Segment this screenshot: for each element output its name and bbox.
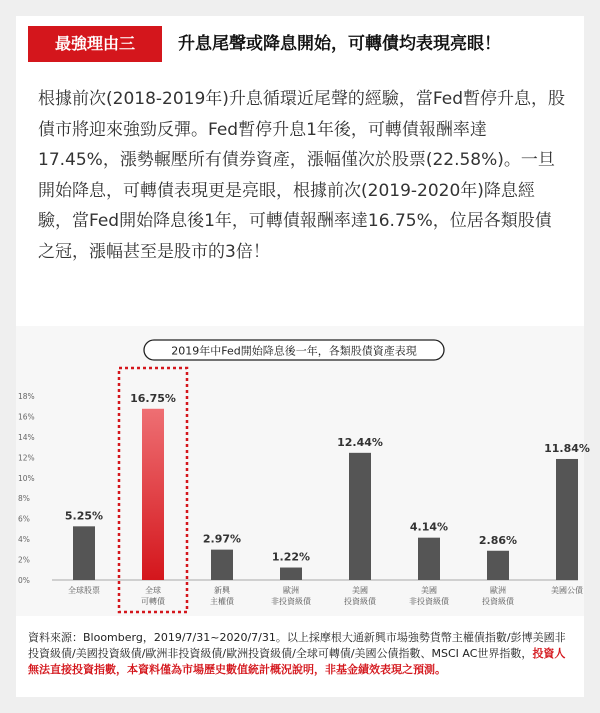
bar-chart: [16, 326, 590, 616]
x-tick-label: 美國: [352, 586, 368, 595]
data-label: 4.14%: [409, 520, 449, 534]
source-note: [28, 630, 573, 678]
bar: [211, 550, 233, 580]
y-tick-label: 0%: [18, 576, 30, 585]
source-warning: 投資人無法直接投資指數，本資料僅為市場歷史數值統計概況說明，非基金績效表現之預測。: [28, 647, 566, 676]
content-card: [16, 16, 590, 697]
x-tick-label: 投資級債: [344, 597, 376, 606]
data-label: 12.44%: [337, 435, 383, 449]
source-text: 資料來源：Bloomberg，2019/7/31~2020/7/31。以上採摩根大通新興市場強勢貨幣主權債指數/彭博美國非投資級債/美國投資級債/歐洲非投資級債/歐洲投資級債/全球可轉債/美國公債指數、MSCI AC世界指數，: [28, 631, 566, 660]
data-label: 2.97%: [202, 532, 242, 546]
y-tick-label: 16%: [18, 412, 35, 422]
data-label: 11.84%: [544, 441, 590, 455]
y-tick-label: 14%: [18, 432, 35, 442]
x-tick-label: 非投資級債: [409, 597, 449, 606]
y-tick-label: 2%: [18, 555, 30, 565]
x-tick-label: 歐洲: [283, 586, 299, 595]
bar: [487, 551, 509, 580]
bar: [418, 538, 440, 580]
bar: [280, 568, 302, 580]
data-label: 16.75%: [130, 391, 176, 405]
x-tick-label: 可轉債: [141, 597, 165, 606]
bar: [556, 459, 578, 580]
y-tick-label: 10%: [18, 473, 35, 483]
x-tick-label: 非投資級債: [271, 597, 311, 606]
y-tick-label: 12%: [18, 453, 35, 463]
y-tick-label: 4%: [18, 535, 30, 545]
x-tick-label: 歐洲: [490, 586, 506, 595]
data-label: 1.22%: [271, 550, 311, 564]
bar: [142, 409, 164, 580]
chart-title: 2019年中Fed開始降息後一年，各類股債資產表現: [171, 344, 417, 358]
bar: [73, 526, 95, 580]
y-tick-label: 8%: [18, 494, 30, 504]
y-tick-label: 18%: [18, 392, 35, 401]
x-tick-label: 主權債: [210, 597, 234, 606]
data-label: 2.86%: [478, 533, 518, 547]
section-headline: 升息尾聲或降息開始，可轉債均表現亮眼！: [178, 34, 501, 54]
y-tick-label: 6%: [18, 514, 30, 524]
body-paragraph: 根據前次(2018-2019年)升息循環近尾聲的經驗，當Fed暫停升息，股債市將迎來強勁反彈。Fed暫停升息1年後，可轉債報酬率達17.45%，漲勢輾壓所有債券資產，漲幅僅次於股票(22.58%)。一旦開始降息，可轉債表現更是亮眼，根據前次(2019-2020年)降息經驗，當Fed開始降息後1年，可轉債報酬率達16.75%，位居各類股債之冠，漲幅甚至是股市的3倍！: [38, 89, 566, 262]
bar: [349, 453, 371, 580]
chart-svg: [16, 326, 590, 616]
reason-badge: 最強理由三: [28, 26, 162, 62]
x-tick-label: 新興: [214, 586, 230, 595]
x-tick-label: 投資級債: [482, 597, 514, 606]
x-tick-label: 全球: [145, 586, 161, 595]
x-tick-label: 美國公債: [551, 586, 583, 595]
data-label: 5.25%: [64, 509, 104, 523]
x-tick-label: 全球股票: [68, 586, 100, 595]
section-header: [16, 26, 584, 62]
x-tick-label: 美國: [421, 586, 437, 595]
